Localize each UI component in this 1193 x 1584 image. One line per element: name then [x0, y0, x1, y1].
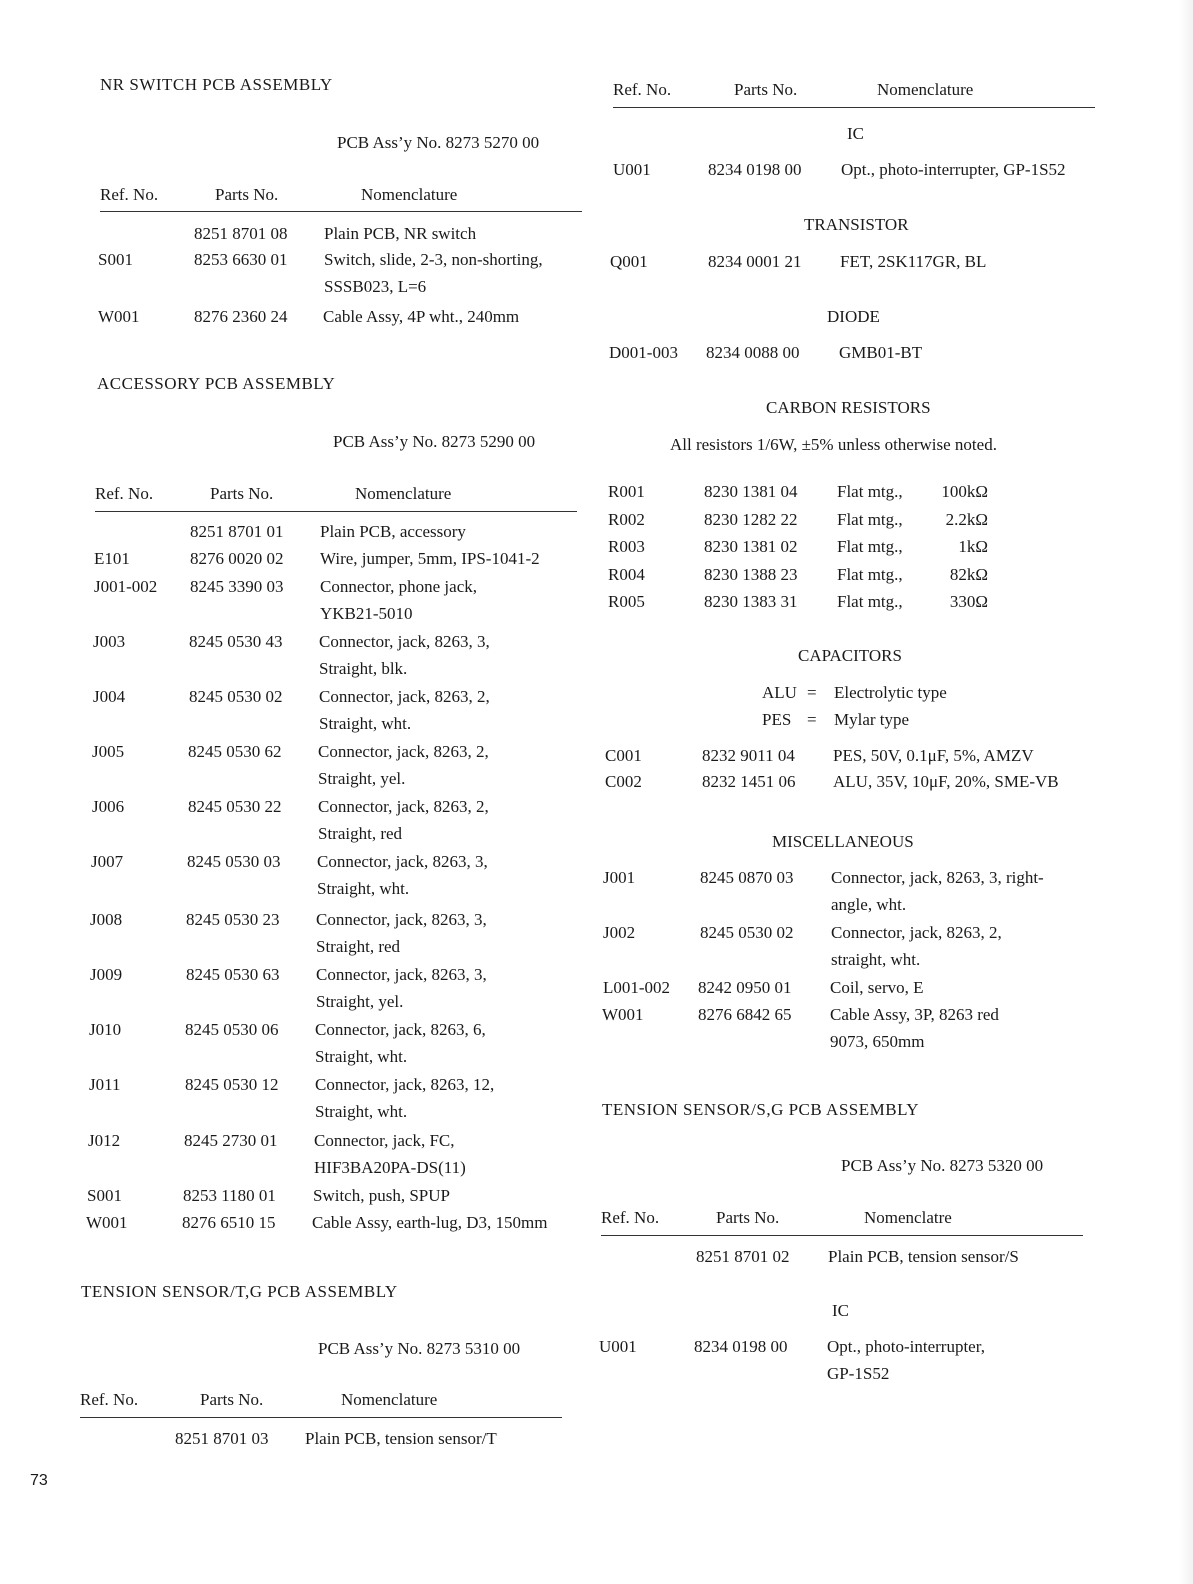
nomenclature: Cable Assy, earth-lug, D3, 150mm	[312, 1213, 548, 1232]
parts-no: 8232 1451 06	[702, 772, 796, 791]
parts-no-header: Parts No.	[210, 484, 274, 503]
tension-sensor-s-title: TENSION SENSOR/S,G PCB ASSEMBLY	[602, 1100, 920, 1119]
nomenclature: Wire, jumper, 5mm, IPS-1041-2	[320, 549, 540, 568]
ref-no: R001	[608, 482, 645, 501]
parts-no: 8245 3390 03	[190, 577, 284, 596]
nomenclature-header: Nomenclature	[355, 484, 452, 503]
accessory-title: ACCESSORY PCB ASSEMBLY	[97, 374, 336, 393]
legend-equals: =	[807, 710, 817, 729]
parts-no: 8245 2730 01	[184, 1131, 278, 1150]
ref-no: S001	[87, 1186, 122, 1205]
page-edge-shadow	[1179, 0, 1193, 1584]
ref-no: J004	[93, 687, 126, 706]
ref-no: E101	[94, 549, 130, 568]
nomenclature: Plain PCB, tension sensor/T	[305, 1429, 497, 1448]
ref-no-header: Ref. No.	[100, 185, 159, 204]
ref-no: J003	[93, 632, 126, 651]
header-rule	[80, 1417, 562, 1418]
parts-no: 8251 8701 02	[696, 1247, 790, 1266]
accessory-assy-no: PCB Ass’y No. 8273 5290 00	[333, 432, 536, 451]
ref-no: R003	[608, 537, 645, 556]
ref-no: J006	[92, 797, 125, 816]
nomenclature-header: Nomenclature	[341, 1390, 438, 1409]
parts-no: 8245 0530 12	[185, 1075, 279, 1094]
nomenclature: Connector, jack, 8263, 2, straight, wht.	[831, 923, 1002, 969]
nomenclature: Flat mtg.,	[837, 592, 903, 611]
nomenclature: Connector, jack, 8263, 3, Straight, yel.	[316, 965, 487, 1011]
carbon-resistors-heading: CARBON RESISTORS	[766, 398, 931, 417]
ref-no: J009	[90, 965, 123, 984]
parts-no: 8251 8701 03	[175, 1429, 269, 1448]
legend-desc: Electrolytic type	[834, 683, 947, 702]
ref-no: Q001	[610, 252, 648, 271]
nomenclature: Opt., photo-interrupter, GP-1S52	[827, 1337, 985, 1383]
tension-sensor-t-assy-no: PCB Ass’y No. 8273 5310 00	[318, 1339, 521, 1358]
parts-no: 8251 8701 01	[190, 522, 284, 541]
parts-no: 8276 0020 02	[190, 549, 284, 568]
nomenclature: GMB01-BT	[839, 343, 923, 362]
nomenclature: Coil, servo, E	[830, 978, 924, 997]
resistance-value: 100kΩ	[941, 482, 988, 501]
ref-no: W001	[86, 1213, 128, 1232]
ref-no: J001-002	[94, 577, 158, 596]
nomenclature: Connector, jack, 8263, 2, Straight, red	[318, 797, 489, 843]
parts-no: 8234 0198 00	[708, 160, 802, 179]
nomenclature: Plain PCB, tension sensor/S	[828, 1247, 1019, 1266]
nomenclature: Connector, jack, 8263, 2, Straight, wht.	[319, 687, 490, 733]
nr-switch-assy-no: PCB Ass’y No. 8273 5270 00	[337, 133, 540, 152]
parts-no: 8253 6630 01	[194, 250, 288, 269]
parts-no: 8276 6842 65	[698, 1005, 792, 1024]
parts-no-header: Parts No.	[200, 1390, 264, 1409]
ic-heading: IC	[832, 1301, 849, 1320]
nomenclature: Connector, jack, 8263, 3, right- angle, wht.	[831, 868, 1044, 914]
parts-no: 8230 1381 02	[704, 537, 798, 556]
parts-no: 8230 1388 23	[704, 564, 798, 584]
parts-no: 8245 0530 06	[185, 1020, 279, 1039]
parts-no: 8242 0950 01	[698, 978, 792, 997]
parts-no: 8234 0088 00	[706, 343, 800, 362]
parts-no-header: Parts No.	[716, 1208, 780, 1227]
nomenclature: Switch, push, SPUP	[313, 1186, 450, 1205]
nomenclature: Connector, phone jack, YKB21-5010	[320, 577, 477, 623]
nomenclature: Connector, jack, FC, HIF3BA20PA-DS(11)	[314, 1131, 466, 1177]
page-number: 73	[30, 1472, 48, 1489]
header-rule	[95, 511, 577, 512]
legend-abbr: ALU	[762, 683, 797, 702]
nomenclature: Connector, jack, 8263, 3, Straight, red	[316, 910, 487, 956]
nomenclature: ALU, 35V, 10μF, 20%, SME-VB	[833, 772, 1059, 791]
ref-no: R005	[608, 592, 645, 611]
nomenclature: Connector, jack, 8263, 12, Straight, wht.	[315, 1075, 495, 1121]
ref-no: C002	[605, 772, 642, 791]
ref-no-header: Ref. No.	[613, 80, 672, 99]
tension-sensor-t-title: TENSION SENSOR/T,G PCB ASSEMBLY	[81, 1282, 398, 1301]
diode-heading: DIODE	[827, 307, 880, 326]
parts-no-header: Parts No.	[215, 185, 279, 204]
ic-heading: IC	[847, 124, 864, 143]
transistor-heading: TRANSISTOR	[804, 215, 909, 234]
legend-equals: =	[807, 683, 817, 702]
ref-no: J010	[89, 1020, 122, 1039]
nomenclature: Cable Assy, 4P wht., 240mm	[323, 307, 520, 326]
nomenclature: Flat mtg.,	[837, 482, 903, 501]
resistor-note: All resistors 1/6W, ±5% unless otherwise noted.	[670, 435, 997, 454]
nomenclature: Switch, slide, 2-3, non-shorting, SSSB023, L=6	[324, 250, 543, 296]
nomenclature-header: Nomenclature	[361, 185, 458, 204]
parts-no: 8234 0001 21	[708, 252, 802, 271]
ref-no: J002	[603, 923, 636, 942]
parts-no-header: Parts No.	[734, 80, 798, 99]
ref-no: D001-003	[609, 343, 678, 362]
miscellaneous-heading: MISCELLANEOUS	[772, 832, 914, 851]
parts-no: 8276 6510 15	[182, 1213, 276, 1232]
legend-desc: Mylar type	[834, 710, 910, 729]
nomenclature: Plain PCB, NR switch	[324, 224, 477, 243]
ref-no: J001	[603, 868, 636, 887]
ref-no: W001	[98, 307, 140, 326]
parts-no: 8230 1282 22	[704, 509, 798, 529]
ref-no: W001	[602, 1005, 644, 1024]
resistance-value: 330Ω	[949, 592, 988, 611]
resistance-value: 2.2kΩ	[945, 509, 988, 529]
nomenclature: Connector, jack, 8263, 2, Straight, yel.	[318, 742, 489, 788]
parts-no: 8245 0870 03	[700, 868, 794, 887]
ref-no: L001-002	[603, 978, 671, 997]
tension-sensor-s-assy-no: PCB Ass’y No. 8273 5320 00	[841, 1156, 1044, 1175]
nomenclature-header: Nomenclatre	[864, 1208, 952, 1227]
nomenclature: Flat mtg.,	[837, 537, 903, 556]
header-rule	[613, 107, 1095, 108]
nomenclature: Cable Assy, 3P, 8263 red 9073, 650mm	[830, 1005, 999, 1051]
parts-no: 8245 0530 22	[188, 797, 282, 816]
capacitors-heading: CAPACITORS	[798, 646, 902, 665]
resistance-value: 1kΩ	[958, 537, 988, 556]
parts-no: 8253 1180 01	[183, 1186, 276, 1205]
parts-no: 8245 0530 62	[188, 742, 282, 761]
parts-no: 8230 1383 31	[704, 592, 798, 611]
ref-no: J011	[89, 1075, 121, 1094]
ref-no-header: Ref. No.	[80, 1390, 139, 1409]
nomenclature: PES, 50V, 0.1μF, 5%, AMZV	[833, 746, 1034, 765]
ref-no: R002	[608, 509, 645, 529]
header-rule	[601, 1235, 1083, 1236]
ref-no: U001	[599, 1337, 637, 1356]
ref-no: R004	[608, 564, 645, 584]
nomenclature: Plain PCB, accessory	[320, 522, 466, 541]
parts-no: 8245 0530 02	[189, 687, 283, 706]
ref-no: J012	[88, 1131, 121, 1150]
nomenclature-header: Nomenclature	[877, 80, 974, 99]
header-rule	[100, 211, 582, 212]
ref-no-header: Ref. No.	[95, 484, 154, 503]
nomenclature: Flat mtg.,	[837, 564, 903, 584]
ref-no: J005	[92, 742, 125, 761]
parts-no: 8276 2360 24	[194, 307, 288, 326]
parts-no: 8251 8701 08	[194, 224, 288, 243]
nomenclature: Flat mtg.,	[837, 509, 903, 529]
resistance-value: 82kΩ	[949, 564, 988, 584]
legend-abbr: PES	[762, 710, 792, 729]
nomenclature: Opt., photo-interrupter, GP-1S52	[841, 160, 1066, 179]
parts-no: 8245 0530 63	[186, 965, 280, 984]
parts-no: 8230 1381 04	[704, 482, 798, 501]
nomenclature: FET, 2SK117GR, BL	[840, 252, 987, 271]
ref-no: S001	[98, 250, 133, 269]
parts-no: 8234 0198 00	[694, 1337, 788, 1356]
ref-no-header: Ref. No.	[601, 1208, 660, 1227]
parts-no: 8245 0530 03	[187, 852, 281, 871]
nomenclature: Connector, jack, 8263, 6, Straight, wht.	[315, 1020, 486, 1066]
ref-no: U001	[613, 160, 651, 179]
parts-no: 8245 0530 43	[189, 632, 283, 651]
nomenclature: Connector, jack, 8263, 3, Straight, blk.	[319, 632, 490, 678]
parts-no: 8245 0530 23	[186, 910, 280, 929]
ref-no: J008	[90, 910, 123, 929]
nr-switch-title: NR SWITCH PCB ASSEMBLY	[100, 75, 333, 94]
ref-no: C001	[605, 746, 642, 765]
parts-no: 8232 9011 04	[702, 746, 795, 765]
ref-no: J007	[91, 852, 124, 871]
parts-no: 8245 0530 02	[700, 923, 794, 942]
nomenclature: Connector, jack, 8263, 3, Straight, wht.	[317, 852, 488, 898]
